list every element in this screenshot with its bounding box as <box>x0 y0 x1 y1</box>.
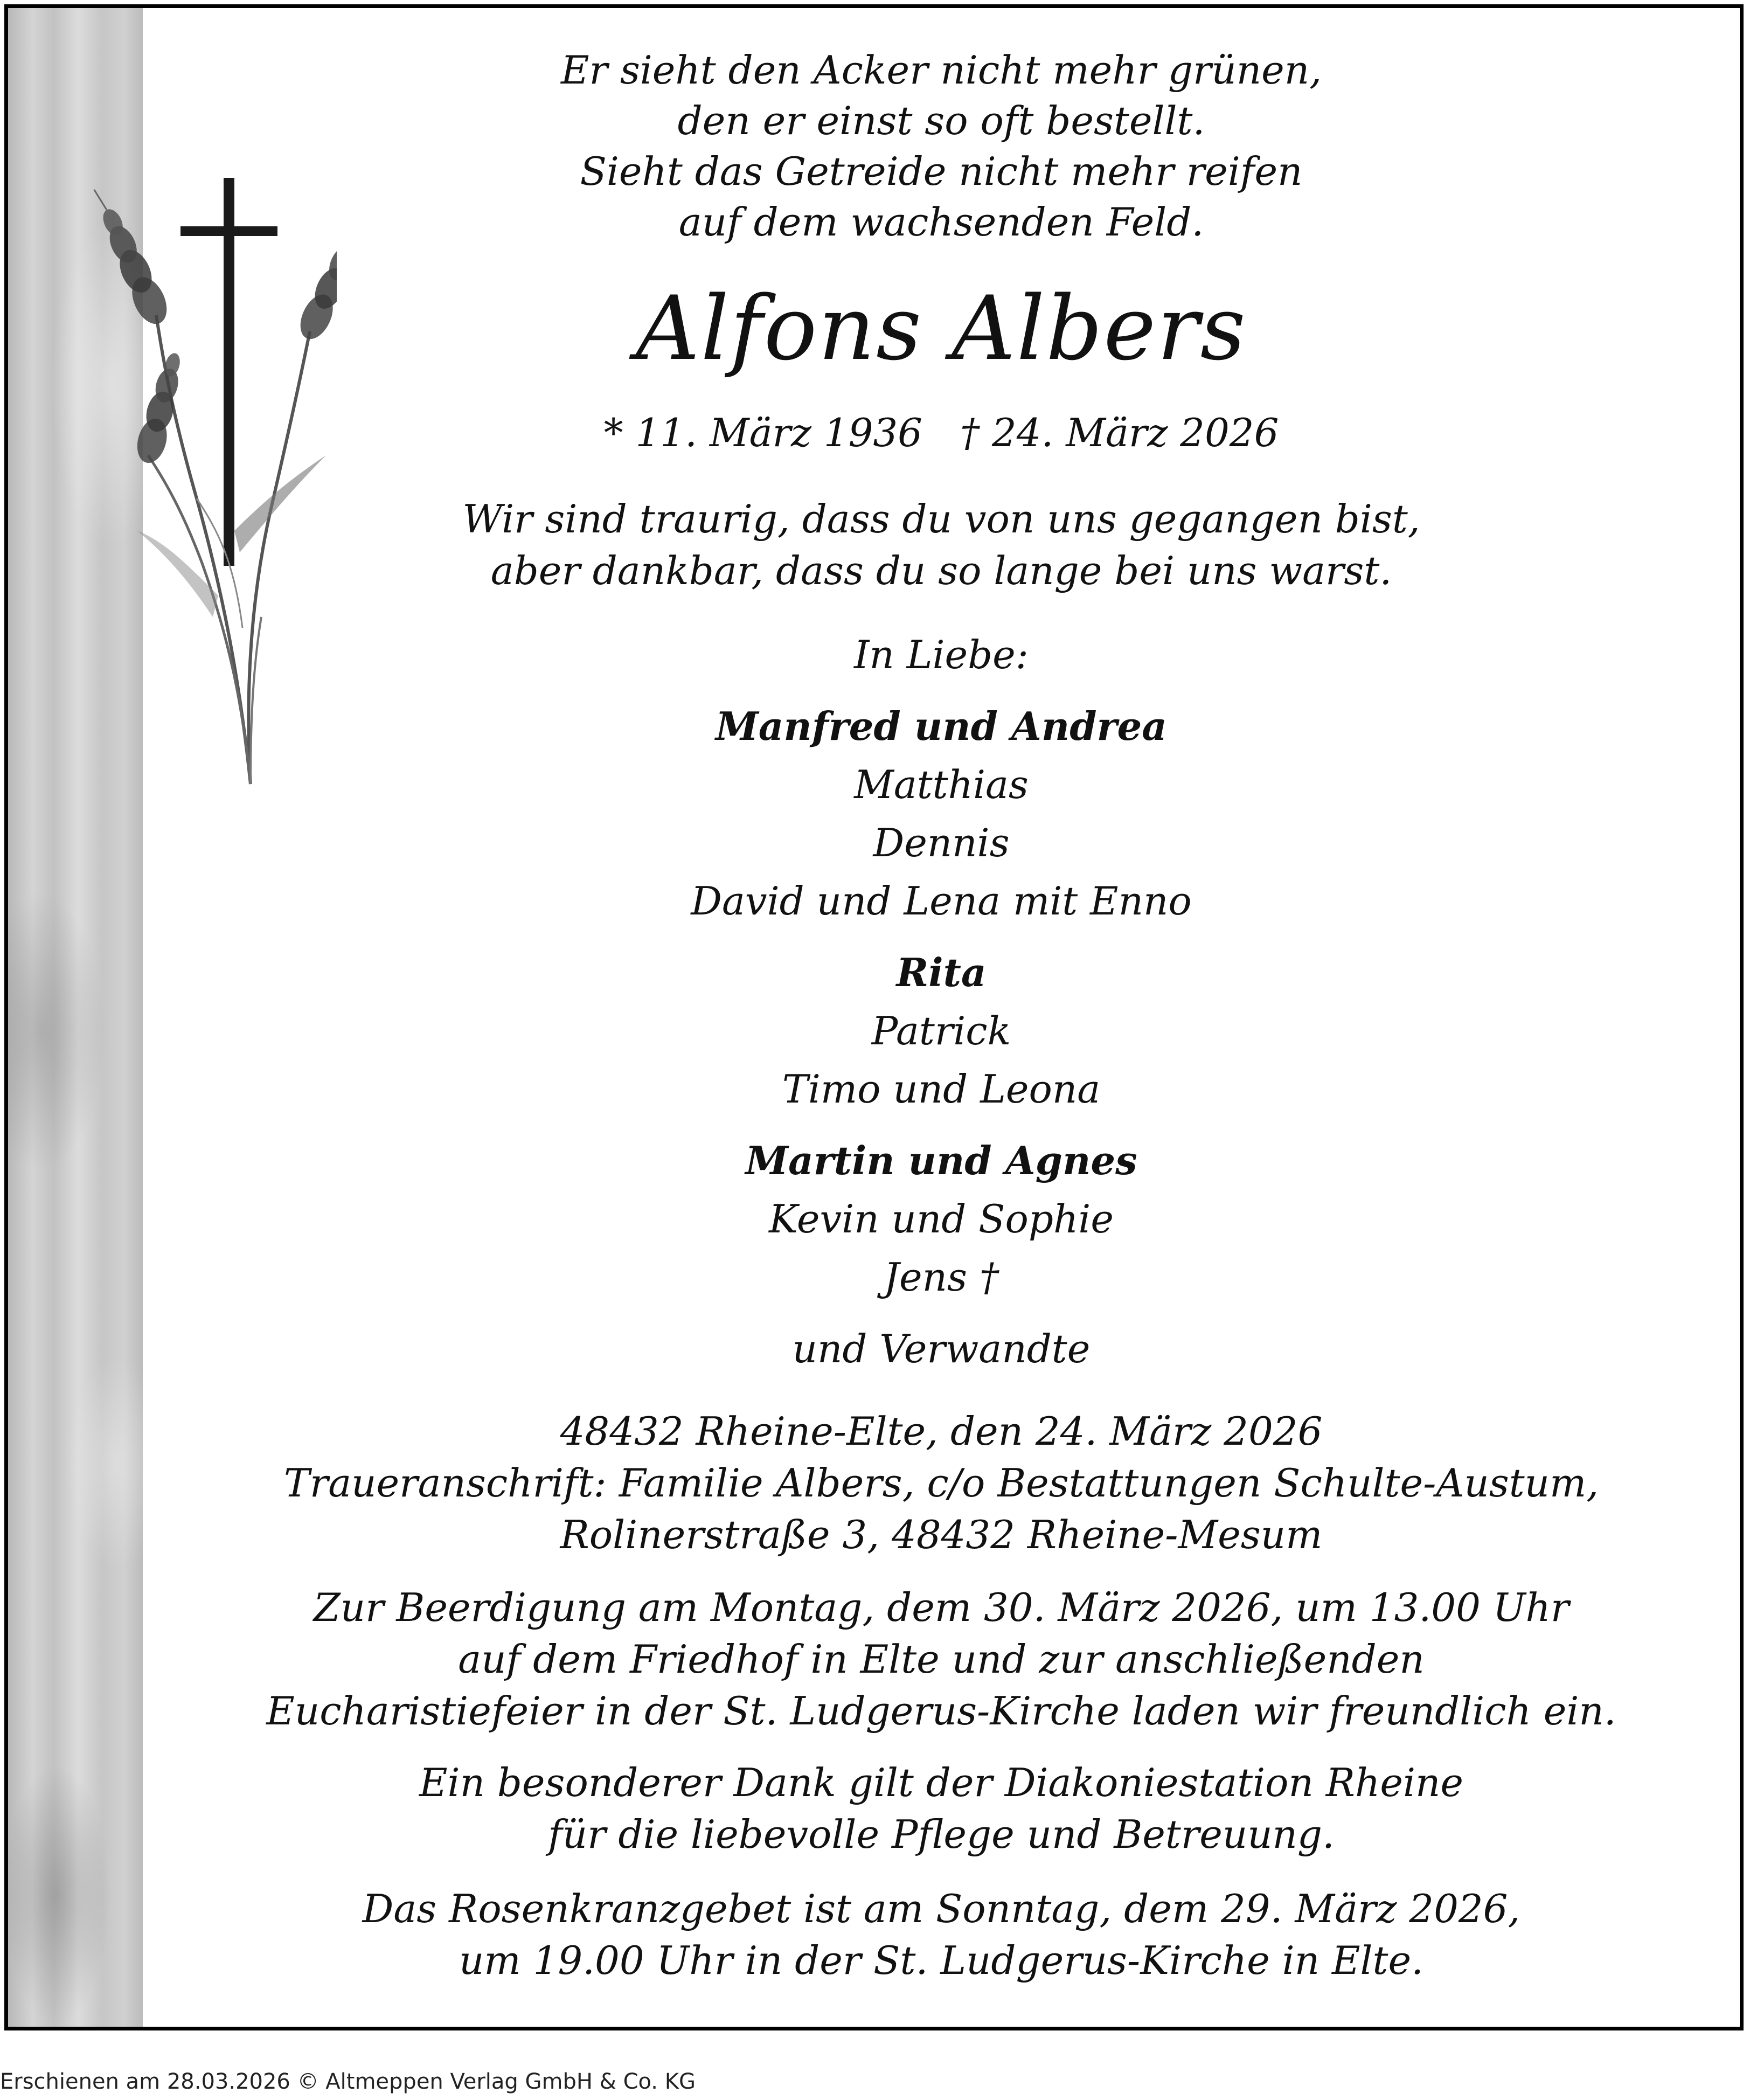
address-line: Traueranschrift: Familie Albers, c/o Bestattungen Schulte-Austum, <box>283 1460 1599 1506</box>
mourner-member: Timo und Leona <box>782 1066 1101 1112</box>
mourner-member: Kevin und Sophie <box>769 1196 1114 1242</box>
quote-line: aber dankbar, dass du so lange bei uns warst. <box>490 548 1392 593</box>
mourner-member: David und Lena mit Enno <box>691 878 1192 924</box>
verse-line: Sieht das Getreide nicht mehr reifen <box>580 149 1303 194</box>
mourner-group-head: Manfred und Andrea <box>716 703 1167 749</box>
funeral-details <box>143 1582 1740 1737</box>
mourner-group-head: Rita <box>896 949 987 995</box>
funeral-line: Zur Beerdigung am Montag, dem 30. März 2026, um 13.00 Uhr <box>313 1585 1570 1630</box>
quote-line: Wir sind traurig, dass du von uns gegangen bist, <box>462 496 1420 542</box>
mourner-member: Matthias <box>854 762 1029 807</box>
birth-date: * 11. März 1936 <box>603 410 922 455</box>
mourner-group-head: Martin und Agnes <box>745 1138 1137 1183</box>
funeral-line: Eucharistiefeier in der St. Ludgerus-Kirche laden wir freundlich ein. <box>266 1688 1616 1734</box>
funeral-line: auf dem Friedhof in Elte und zur anschließenden <box>458 1637 1425 1682</box>
relatives-line: und Verwandte <box>792 1326 1091 1371</box>
death-date: † 24. März 2026 <box>960 410 1279 455</box>
obituary-notice <box>4 4 1744 2030</box>
thanks-note <box>143 1757 1740 1860</box>
in-love-label: In Liebe: <box>853 632 1029 677</box>
deceased-name: Alfons Albers <box>636 277 1247 380</box>
rosary-line: um 19.00 Uhr in der St. Ludgerus-Kirche in Elte. <box>459 1938 1423 1983</box>
address-line: Rolinerstraße 3, 48432 Rheine-Mesum <box>560 1512 1323 1557</box>
rosary-line: Das Rosenkranzgebet ist am Sonntag, dem 29. März 2026, <box>362 1886 1520 1931</box>
mourner-member: Jens † <box>884 1255 999 1300</box>
verse-line: auf dem wachsenden Feld. <box>678 199 1204 245</box>
life-dates <box>143 406 1740 460</box>
thanks-line: Ein besonderer Dank gilt der Diakoniestation Rheine <box>419 1760 1463 1805</box>
publication-footer: Erschienen am 28.03.2026 © Altmeppen Verlag GmbH & Co. KG <box>0 2069 696 2094</box>
rosary-note <box>143 1883 1740 1986</box>
mourner-member: Patrick <box>871 1008 1011 1054</box>
place-date-address <box>143 1405 1740 1561</box>
mourner-member: Dennis <box>873 820 1010 865</box>
thanks-line: für die liebevolle Pflege und Betreuung. <box>548 1812 1335 1857</box>
opening-verse <box>143 45 1740 247</box>
verse-line: Er sieht den Acker nicht mehr grünen, <box>560 47 1322 93</box>
memorial-quote <box>143 493 1740 597</box>
address-line: 48432 Rheine-Elte, den 24. März 2026 <box>560 1409 1323 1454</box>
verse-line: den er einst so oft bestellt. <box>677 98 1205 143</box>
